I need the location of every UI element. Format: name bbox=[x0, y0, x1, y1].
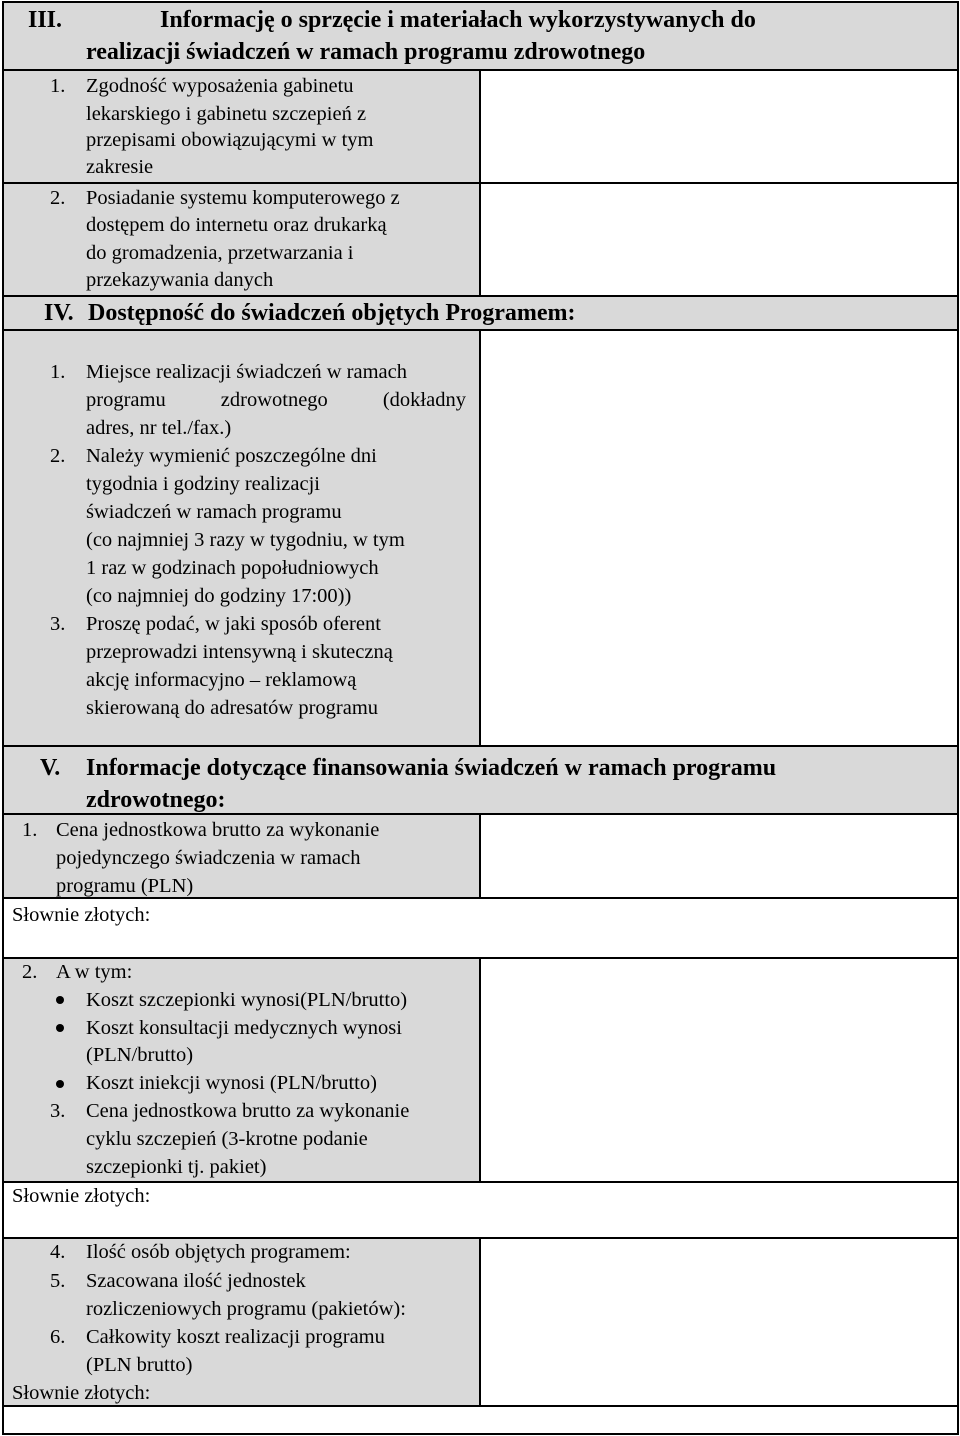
s4-item1-word: (dokładny bbox=[382, 389, 466, 411]
answer-cell-equipment[interactable] bbox=[481, 71, 957, 182]
s5-item6-words-label: Słownie złotych: bbox=[12, 1382, 151, 1404]
s4-item3-line: skierowaną do adresatów programu bbox=[86, 697, 379, 719]
s5-bullet-line: Koszt szczepionki wynosi(PLN/brutto) bbox=[86, 989, 408, 1011]
bullet-icon bbox=[56, 996, 64, 1004]
answer-cell-computer-system[interactable] bbox=[481, 184, 957, 295]
section5-title-line2: zdrowotnego: bbox=[86, 787, 226, 813]
s4-item1-word: zdrowotnego bbox=[220, 389, 328, 411]
bullet-icon bbox=[56, 1080, 64, 1088]
s4-item2-line: (co najmniej do godziny 17:00)) bbox=[86, 585, 352, 607]
answer-cell-total-cost-words[interactable] bbox=[4, 1407, 957, 1433]
section3-title-line1: Informację o sprzęcie i materiałach wykorzystywanych do bbox=[160, 7, 756, 33]
answer-cell-cycle-price-words[interactable] bbox=[4, 1208, 957, 1237]
s4-item2-line: (co najmniej 3 razy w tygodniu, w tym bbox=[86, 529, 405, 551]
answer-cell-cost-breakdown[interactable] bbox=[481, 959, 957, 1181]
s4-item2-line: tygodnia i godziny realizacji bbox=[86, 473, 320, 495]
s5-item6-num: 6. bbox=[50, 1326, 66, 1348]
answer-cell-unit-price[interactable] bbox=[481, 815, 957, 897]
section3-number: III. bbox=[28, 7, 63, 33]
s5-item5-line: rozliczeniowych programu (pakietów): bbox=[86, 1298, 406, 1320]
s3-item1-line: przepisami obowiązującymi w tym bbox=[86, 129, 374, 151]
s5-item3-line: szczepionki tj. pakiet) bbox=[86, 1156, 267, 1178]
section5-title-line1: Informacje dotyczące finansowania świadczeń w ramach programu bbox=[86, 755, 777, 781]
s4-item1-num: 1. bbox=[50, 361, 66, 383]
answer-cell-unit-price-words[interactable] bbox=[4, 923, 957, 957]
s3-item2-line: Posiadanie systemu komputerowego z bbox=[86, 187, 400, 209]
s5-item1-words-label: Słownie złotych: bbox=[12, 904, 151, 926]
s5-item2-num: 2. bbox=[22, 961, 38, 983]
s3-item1-num: 1. bbox=[50, 75, 66, 97]
s4-item1-word: programu bbox=[86, 389, 166, 411]
s5-item1-line: Cena jednostkowa brutto za wykonanie bbox=[56, 819, 380, 841]
s4-item3-line: przeprowadzi intensywną i skuteczną bbox=[86, 641, 393, 663]
s3-item2-num: 2. bbox=[50, 187, 66, 209]
s5-item6-line: (PLN brutto) bbox=[86, 1354, 193, 1376]
s5-item3-line: cyklu szczepień (3-krotne podanie bbox=[86, 1128, 368, 1150]
section4-number: IV. bbox=[44, 300, 74, 326]
s5-item4-line: Ilość osób objętych programem: bbox=[86, 1241, 351, 1263]
s5-item6-line: Całkowity koszt realizacji programu bbox=[86, 1326, 385, 1348]
s3-item2-line: dostępem do internetu oraz drukarką bbox=[86, 214, 387, 236]
s5-item1-line: programu (PLN) bbox=[56, 875, 194, 897]
answer-cell-availability[interactable] bbox=[481, 331, 957, 745]
section3-title-line2: realizacji świadczeń w ramach programu zdrowotnego bbox=[86, 39, 646, 65]
s4-item3-line: Proszę podać, w jaki sposób oferent bbox=[86, 613, 381, 635]
s4-item2-num: 2. bbox=[50, 445, 66, 467]
s5-bullet-line: Koszt iniekcji wynosi (PLN/brutto) bbox=[86, 1072, 377, 1094]
s3-item1-line: Zgodność wyposażenia gabinetu bbox=[86, 75, 354, 97]
s5-item5-line: Szacowana ilość jednostek bbox=[86, 1270, 306, 1292]
s4-item2-line: świadczeń w ramach programu bbox=[86, 501, 342, 523]
s4-item1-line: Miejsce realizacji świadczeń w ramach bbox=[86, 361, 407, 383]
s5-bullet-line: Koszt konsultacji medycznych wynosi bbox=[86, 1017, 402, 1039]
s5-item3-line: Cena jednostkowa brutto za wykonanie bbox=[86, 1100, 410, 1122]
s3-item2-line: do gromadzenia, przetwarzania i bbox=[86, 242, 354, 264]
s4-item2-line: Należy wymienić poszczególne dni bbox=[86, 445, 377, 467]
answer-cell-totals[interactable] bbox=[481, 1239, 957, 1405]
s3-item1-line: zakresie bbox=[86, 156, 154, 178]
s5-item5-num: 5. bbox=[50, 1270, 66, 1292]
s4-item1-justified-line bbox=[86, 386, 466, 414]
section4-title: Dostępność do świadczeń objętych Programem: bbox=[88, 300, 576, 326]
s4-item2-line: 1 raz w godzinach popołudniowych bbox=[86, 557, 379, 579]
section5-number: V. bbox=[40, 755, 61, 781]
s4-item3-line: akcję informacyjno – reklamową bbox=[86, 669, 357, 691]
s3-item1-line: lekarskiego i gabinetu szczepień z bbox=[86, 103, 367, 125]
s4-item3-num: 3. bbox=[50, 613, 66, 635]
s5-bullet-line: (PLN/brutto) bbox=[86, 1044, 194, 1066]
s5-item3-words-label: Słownie złotych: bbox=[12, 1185, 151, 1207]
bullet-icon bbox=[56, 1024, 64, 1032]
s5-item1-num: 1. bbox=[22, 819, 38, 841]
s4-item1-line: adres, nr tel./fax.) bbox=[86, 417, 232, 439]
s5-item4-num: 4. bbox=[50, 1241, 66, 1263]
s5-item1-line: pojedynczego świadczenia w ramach bbox=[56, 847, 361, 869]
s3-item2-line: przekazywania danych bbox=[86, 269, 274, 291]
s5-item2-label: A w tym: bbox=[56, 961, 133, 983]
s5-item3-num: 3. bbox=[50, 1100, 66, 1122]
